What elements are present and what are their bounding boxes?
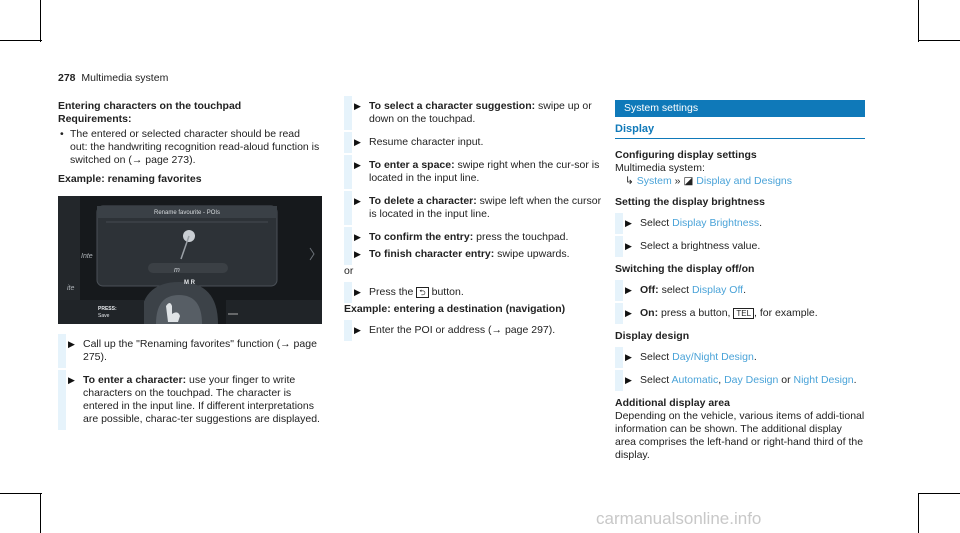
instruction-step: ▶ Select Display Brightness. [615, 217, 865, 230]
instruction-step: ▶ Off: select Display Off. [615, 284, 865, 297]
crop-mark [40, 0, 41, 42]
additional-text: Depending on the vehicle, various items of addi-tional information can be shown. The additional display area comprises the left-hand or right-hand third of the display. [615, 410, 865, 461]
instruction-step: ▶ To enter a character: use your finger to write characters on the touchpad. The character is entered in the input line. If different interpretations are possible, charac-ter suggestions are displayed. [58, 374, 320, 426]
step-arrow-icon: ▶ [625, 218, 632, 228]
step-arrow-icon: ▶ [625, 308, 632, 318]
instruction-step: ▶ To select a character suggestion: swipe up or down on the touchpad. [344, 100, 606, 126]
screenshot-title: Rename favourite - POIs [154, 210, 221, 216]
brightness-heading: Setting the display brightness [615, 196, 765, 208]
step-arrow-icon: ▶ [625, 241, 632, 251]
additional-heading: Additional display area [615, 397, 730, 409]
instruction-step: ▶ Select a brightness value. [615, 240, 865, 253]
or-text: or [344, 265, 354, 277]
requirements-label: Requirements: [58, 113, 132, 125]
nav-separator-icon: » [674, 175, 681, 187]
nav-arrow-icon: ↳ [625, 175, 634, 187]
crop-mark [40, 493, 41, 533]
step-arrow-icon: ▶ [625, 375, 632, 385]
nav-system[interactable]: System [636, 175, 672, 187]
column-1 [58, 100, 320, 436]
instruction-step: ▶ Select Day/Night Design. [615, 351, 865, 364]
instruction-step: ▶ Select Automatic, Day Design or Night Design. [615, 374, 865, 387]
step-arrow-icon: ▶ [68, 375, 75, 385]
tel-key-icon: TEL [733, 308, 754, 319]
example-heading: Example: entering a destination (navigation) [344, 303, 566, 315]
step-arrow-icon: ▶ [354, 160, 361, 170]
page-number: 278 [58, 72, 76, 84]
crop-mark [0, 40, 42, 41]
screenshot-left-label-2: ite [67, 285, 75, 292]
screenshot-press: PRESS: [98, 306, 117, 312]
step-arrow-icon: ▶ [354, 232, 361, 242]
instruction-step: ▶ To delete a character: swipe left when the cursor is located in the input line. [344, 195, 606, 221]
configuring-heading: Configuring display settings [615, 149, 757, 161]
crop-mark [918, 493, 960, 494]
screenshot-wheel-letters: M R [184, 280, 195, 286]
page-header [58, 72, 168, 84]
nav-path [615, 175, 865, 188]
instruction-step: ▶ Enter the POI or address (→ page 297). [344, 324, 606, 337]
display-icon: ◪ [683, 175, 694, 187]
step-arrow-icon: ▶ [68, 339, 75, 349]
step-arrow-icon: ▶ [354, 101, 361, 111]
step-arrow-icon: ▶ [625, 352, 632, 362]
watermark: carmanualsonline.info [596, 509, 762, 528]
example-heading: Example: renaming favorites [58, 173, 202, 185]
section-heading: Entering characters on the touchpad [58, 100, 242, 112]
crop-mark [918, 0, 919, 42]
crop-mark [918, 493, 919, 533]
screenshot-m-small: m [174, 267, 180, 274]
configuring-line: Multimedia system: [615, 162, 705, 174]
crop-mark [0, 493, 42, 494]
instruction-step: ▶ To enter a space: swipe right when the cur-sor is located in the input line. [344, 159, 606, 185]
screenshot-left-label-1: Inte [81, 253, 93, 260]
instruction-step: ▶ Resume character input. [344, 136, 606, 149]
screenshot-save: Save [98, 313, 110, 319]
nav-display-designs[interactable]: Display and Designs [696, 175, 792, 187]
step-arrow-icon: ▶ [625, 285, 632, 295]
step-arrow-icon: ▶ [354, 249, 361, 259]
column-3 [615, 100, 865, 462]
instruction-step: ▶ To confirm the entry: press the touchpad. [344, 231, 606, 244]
step-arrow-icon: ▶ [354, 196, 361, 206]
column-2 [344, 100, 606, 347]
section-bar: System settings [615, 100, 865, 117]
switching-heading: Switching the display off/on [615, 263, 755, 275]
design-heading: Display design [615, 330, 690, 342]
list-item: • The entered or selected character should be read out: the handwriting recognition read-aloud function is switched on (→ page 273). [58, 128, 320, 167]
step-arrow-icon: ▶ [354, 325, 361, 335]
instruction-step: ▶ To finish character entry: swipe upwards. [344, 248, 606, 261]
step-arrow-icon: ▶ [354, 287, 361, 297]
back-icon: ⮌ [416, 287, 428, 298]
instruction-step: ▶ Press the ⮌ button. [344, 286, 606, 299]
step-arrow-icon: ▶ [354, 137, 361, 147]
section-title: Multimedia system [81, 72, 169, 84]
subheading: Display [615, 117, 865, 139]
screenshot-rename-favourite [58, 196, 322, 324]
crop-mark [918, 40, 960, 41]
requirements-list [58, 128, 320, 167]
instruction-step: ▶ On: press a button, TEL , for example. [615, 307, 865, 320]
instruction-step: ▶ Call up the "Renaming favorites" function (→ page 275). [58, 338, 320, 364]
